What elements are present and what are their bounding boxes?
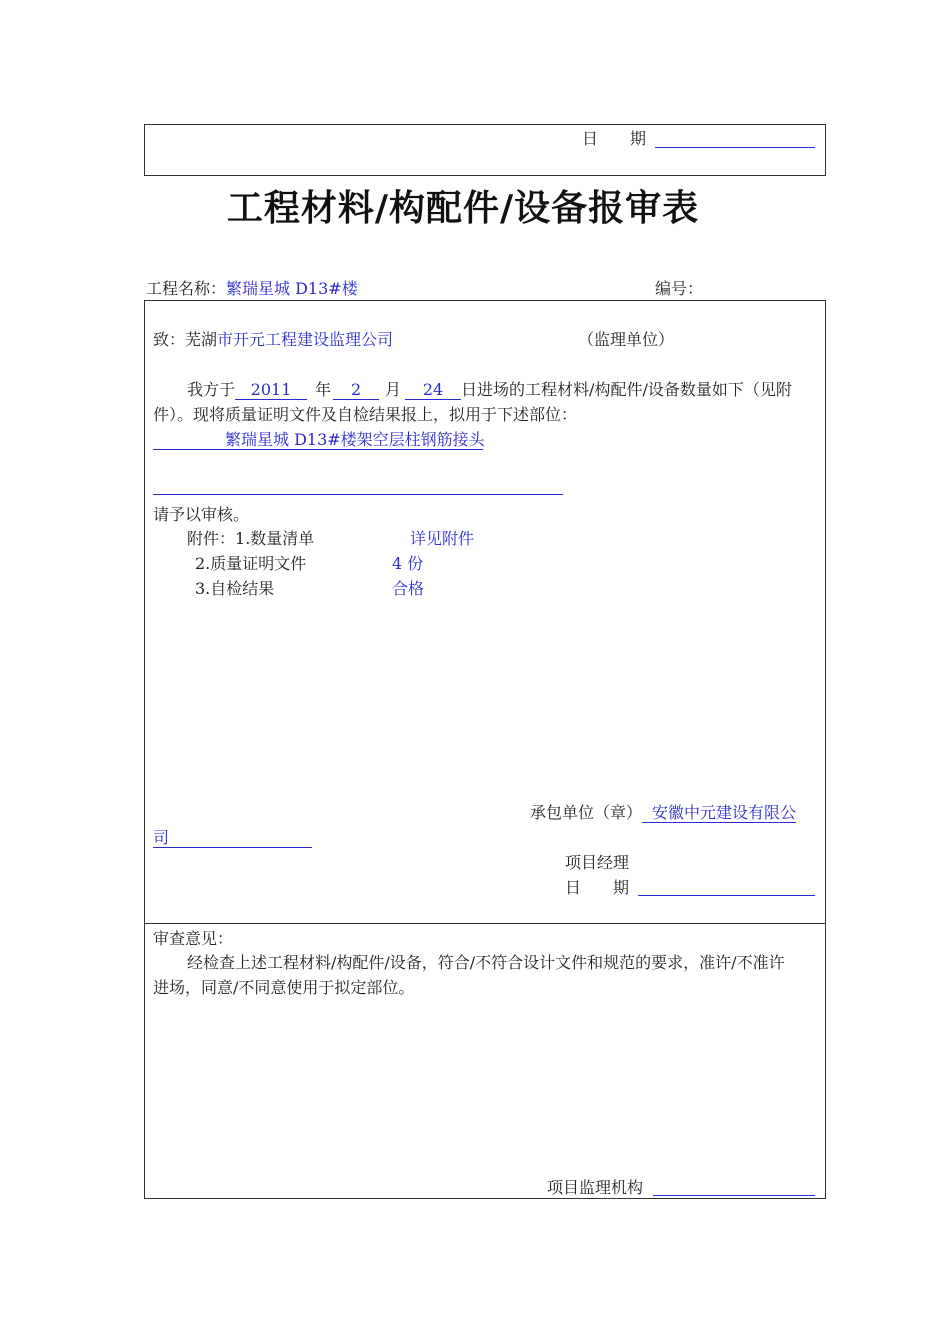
- section-divider: [144, 923, 826, 924]
- request-text: 请予以审核。: [153, 505, 250, 524]
- month-unit: 月: [385, 380, 402, 399]
- entry-date-row: [187, 380, 792, 400]
- project-name-value: 繁瑞星城 D13#楼: [226, 279, 358, 298]
- location-text: 繁瑞星城 D13#楼架空层柱钢筋接头: [225, 430, 485, 449]
- attachment-row-1: [187, 529, 314, 549]
- addressee-row: [153, 330, 393, 350]
- addressee-role: （监理单位）: [578, 330, 675, 349]
- contractor-name-part2-text: 司: [153, 828, 170, 847]
- addressee-prefix: 致：芜湖: [153, 330, 218, 349]
- intro-rest: 日进场的工程材料/构配件/设备数量如下（见附: [461, 380, 792, 399]
- review-text-line1: 经检查上述工程材料/构配件/设备，符合/不符合设计文件和规范的要求，准许/不准许: [187, 953, 785, 972]
- review-label: 审查意见：: [153, 929, 234, 948]
- manager-label: 项目经理: [565, 853, 630, 872]
- attachment-label: 附件：: [187, 529, 236, 548]
- contractor-label: 承包单位（章）: [530, 803, 643, 822]
- contractor-date-line[interactable]: [638, 895, 815, 896]
- contractor-name-text: 安徽中元建设有限公: [652, 803, 797, 822]
- attachment-1-name: 1.数量清单: [235, 529, 315, 548]
- location-value: [153, 431, 483, 450]
- attachment-2-value: 4 份: [392, 554, 424, 573]
- entry-day-value: 24: [422, 380, 444, 399]
- contractor-row: [530, 803, 796, 823]
- entry-month[interactable]: [333, 381, 379, 400]
- header-date-line[interactable]: [655, 147, 815, 148]
- page-title: 工程材料/构配件/设备报审表: [226, 188, 700, 229]
- year-unit: 年: [315, 380, 332, 399]
- agency-line[interactable]: [653, 1195, 815, 1196]
- attachment-1-value: 详见附件: [410, 529, 475, 548]
- intro-line2: 件）。现将质量证明文件及自检结果报上，拟用于下述部位：: [153, 405, 578, 424]
- entry-year[interactable]: [235, 381, 307, 400]
- entry-day[interactable]: [405, 381, 461, 400]
- header-box: [144, 124, 826, 176]
- contractor-name[interactable]: [642, 804, 796, 823]
- addressee-company: 市开元工程建设监理公司: [217, 330, 394, 349]
- project-name-row: [146, 279, 358, 299]
- contractor-name-part2: [153, 829, 312, 848]
- agency-label: 项目监理机构: [547, 1178, 644, 1197]
- project-number-label: 编号：: [655, 279, 704, 298]
- review-text-line2: 进场，同意/不同意使用于拟定部位。: [153, 978, 415, 997]
- entry-month-value: 2: [350, 380, 362, 399]
- attachment-2-name: 2.质量证明文件: [195, 554, 307, 573]
- intro-text: 我方于: [187, 380, 236, 399]
- header-date-label: 日 期: [582, 129, 647, 148]
- location-extra-line[interactable]: [153, 494, 563, 495]
- attachment-3-value: 合格: [392, 579, 425, 598]
- entry-year-value: 2011: [250, 380, 292, 399]
- location-row[interactable]: [153, 430, 483, 450]
- contractor-date-label: 日 期: [565, 878, 630, 897]
- contractor-name-cont: [153, 828, 312, 848]
- project-name-label: 工程名称：: [146, 279, 227, 298]
- attachment-3-name: 3.自检结果: [195, 579, 275, 598]
